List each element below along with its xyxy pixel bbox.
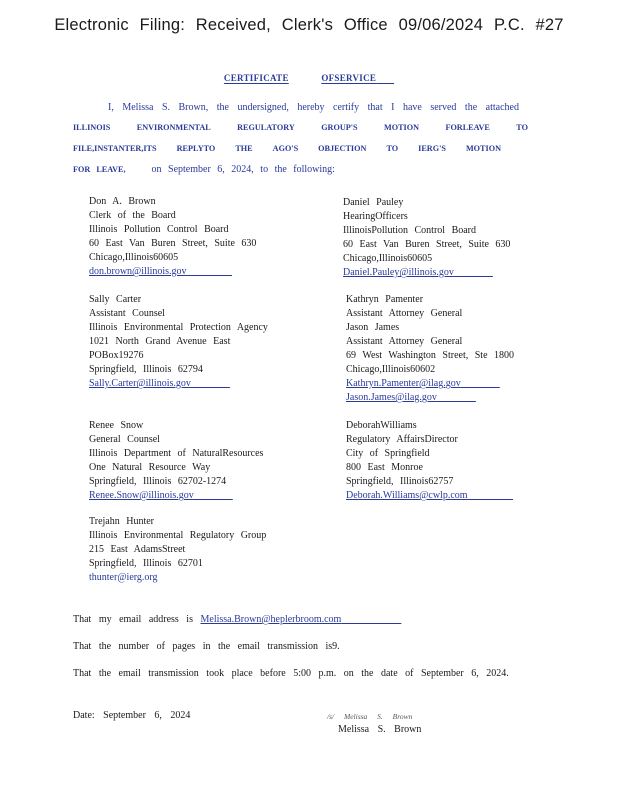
- signer-name: Melissa S. Brown: [338, 724, 422, 735]
- address-line: Renee Snow: [89, 420, 144, 431]
- address-line: DeborahWilliams: [346, 420, 417, 431]
- email-link[interactable]: Kathryn.Pamenter@ilag.gov: [346, 378, 461, 389]
- intro-line-4: [73, 164, 493, 175]
- address-line: Illinois Environmental Protection Agency: [89, 322, 268, 333]
- address-line: City of Springfield: [346, 448, 430, 459]
- address-line: POBox19276: [89, 350, 144, 361]
- address-line: 69 West Washington Street, Ste 1800: [346, 350, 515, 361]
- address-line: Assistant Attorney General: [346, 336, 463, 347]
- intro-word: IERG'S: [418, 144, 446, 153]
- certificate-title: [0, 73, 618, 83]
- address-line: Daniel Pauley: [343, 197, 404, 208]
- address-line: Kathryn Pamenter: [346, 294, 424, 305]
- date-label: Date:: [73, 710, 95, 721]
- sender-email-link[interactable]: Melissa.Brown@heplerbroom.com: [200, 614, 342, 625]
- certificate-title-left: CERTIFICATE: [223, 73, 289, 83]
- service-address-block: [89, 293, 268, 391]
- intro-word: REPLYTO: [176, 144, 216, 153]
- intro-line-1: I, Melissa S. Brown, the undersigned, hereby certify that I have served the attached: [108, 102, 519, 113]
- address-line: Springfield, Illinois 62794: [89, 364, 203, 375]
- address-line: Trejahn Hunter: [89, 516, 155, 527]
- intro-word: FILE,INSTANTER,ITS: [73, 144, 157, 153]
- address-line: 60 East Van Buren Street, Suite 630: [343, 239, 511, 250]
- intro-word: MOTION: [384, 123, 420, 132]
- address-line: Jason James: [346, 322, 400, 333]
- address-line: General Counsel: [89, 434, 160, 445]
- service-address-block: [89, 515, 266, 585]
- page-header: Electronic Filing: Received, Clerk's Office 09/06/2024 P.C. #27: [54, 16, 564, 34]
- intro-word: MOTION: [465, 144, 501, 153]
- intro-word: AGO'S: [272, 144, 299, 153]
- date-line: [73, 710, 190, 721]
- address-line: One Natural Resource Way: [89, 462, 211, 473]
- address-line: Chicago,Illinois60602: [346, 364, 436, 375]
- address-line: Illinois Department of NaturalResources: [89, 448, 264, 459]
- signature-line: /s/ Melissa S. Brown: [327, 712, 413, 721]
- service-address-block: [89, 419, 263, 503]
- address-line: Chicago,Illinois60605: [89, 252, 179, 263]
- address-line: Clerk of the Board: [89, 210, 176, 221]
- address-line: Springfield, Illinois 62701: [89, 558, 203, 569]
- address-line: 800 East Monroe: [346, 462, 423, 473]
- address-line: 215 East AdamsStreet: [89, 544, 186, 555]
- address-line: Sally Carter: [89, 294, 142, 305]
- intro-word: REGULATORY: [237, 123, 295, 132]
- address-line: Springfield, Illinois 62702-1274: [89, 476, 227, 487]
- intro-rest: on September 6, 2024, to the following:: [151, 164, 335, 175]
- intro-word: THE: [235, 144, 253, 153]
- email-link[interactable]: Deborah.Williams@cwlp.com: [346, 490, 468, 501]
- address-line: Assistant Attorney General: [346, 308, 463, 319]
- date-value: September 6, 2024: [103, 710, 191, 721]
- intro-caps: FOR LEAVE,: [73, 165, 126, 174]
- service-address-block: [346, 293, 514, 405]
- email-link[interactable]: Daniel.Pauley@illinois.gov: [343, 267, 454, 278]
- address-line: 1021 North Grand Avenue East: [89, 336, 231, 347]
- email-link[interactable]: don.brown@illinois.gov: [89, 266, 187, 277]
- address-line: Illinois Environmental Regulatory Group: [89, 530, 267, 541]
- email-link[interactable]: Renee.Snow@illinois.gov: [89, 490, 194, 501]
- address-line: HearingOfficers: [343, 211, 408, 222]
- service-address-block: [346, 419, 513, 503]
- intro-line-2: [73, 123, 528, 132]
- certificate-title-right: OFSERVICE: [321, 73, 377, 83]
- address-line: Regulatory AffairsDirector: [346, 434, 458, 445]
- service-address-block: [89, 195, 256, 279]
- statement-pages: That the number of pages in the email transmission is9.: [73, 641, 340, 652]
- intro-word: FORLEAVE: [445, 123, 490, 132]
- statement-email-prefix: That my email address is: [73, 614, 193, 625]
- statement-email: [73, 614, 401, 625]
- intro-word: ENVIRONMENTAL: [136, 123, 211, 132]
- address-line: 60 East Van Buren Street, Suite 630: [89, 238, 257, 249]
- address-line: Assistant Counsel: [89, 308, 165, 319]
- address-line: Illinois Pollution Control Board: [89, 224, 229, 235]
- intro-word: OBJECTION: [318, 144, 367, 153]
- intro-word: GROUP'S: [321, 123, 358, 132]
- service-address-block: [343, 196, 510, 280]
- intro-word: TO: [516, 123, 528, 132]
- email-link[interactable]: Jason.James@ilag.gov: [346, 392, 437, 403]
- email-link[interactable]: Sally.Carter@illinois.gov: [89, 378, 191, 389]
- intro-word: TO: [386, 144, 399, 153]
- intro-line-3: [73, 144, 501, 153]
- email-text[interactable]: thunter@ierg.org: [89, 572, 158, 583]
- address-line: Don A. Brown: [89, 196, 156, 207]
- address-line: IllinoisPollution Control Board: [343, 225, 477, 236]
- address-line: Springfield, Illinois62757: [346, 476, 454, 487]
- statement-time: That the email transmission took place before 5:00 p.m. on the date of September 6, 2024.: [73, 668, 509, 679]
- intro-word: ILLINOIS: [73, 123, 111, 132]
- address-line: Chicago,Illinois60605: [343, 253, 433, 264]
